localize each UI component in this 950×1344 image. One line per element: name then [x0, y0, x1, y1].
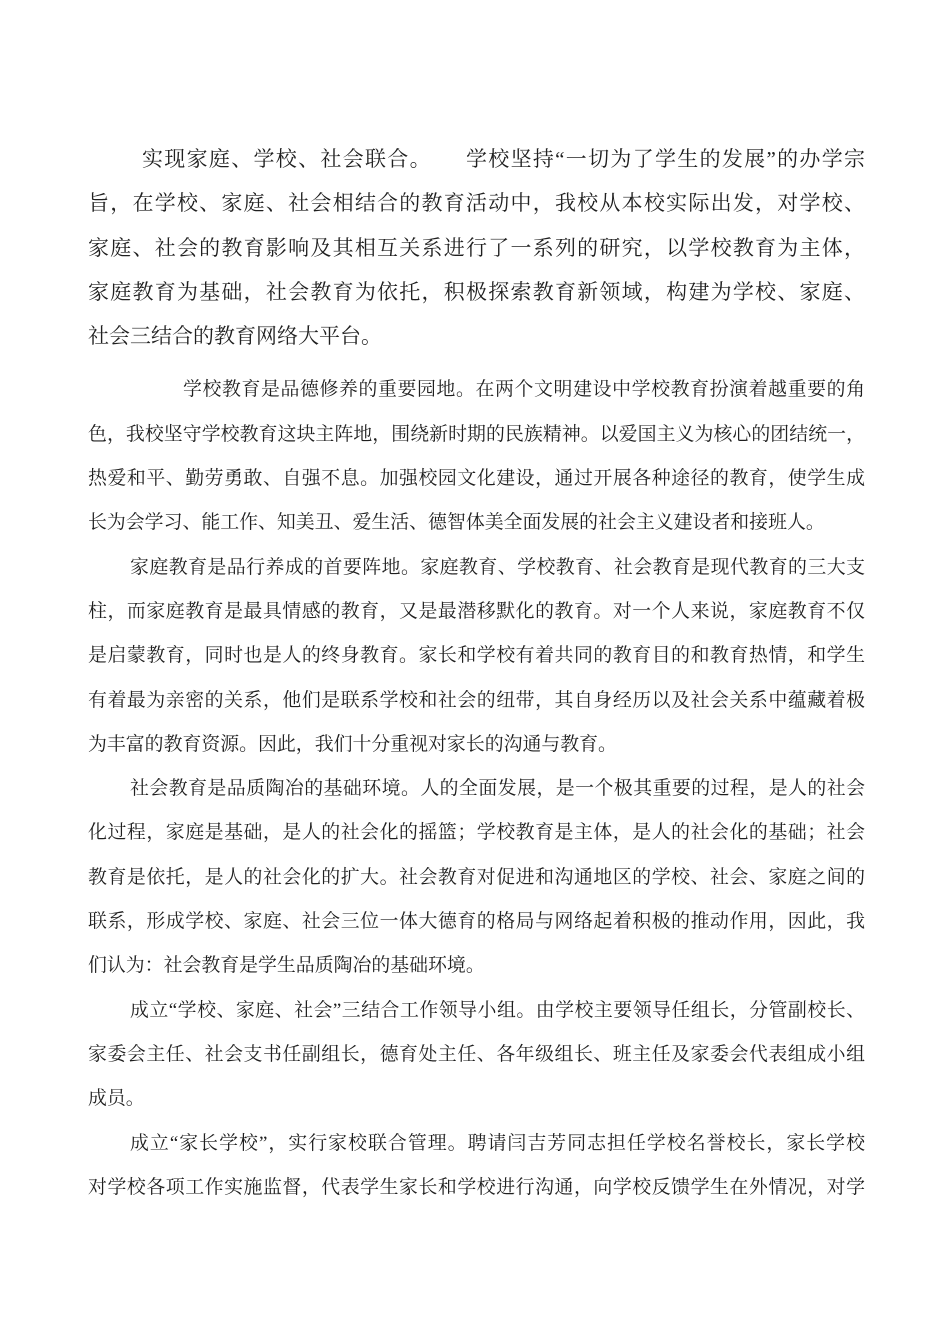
document-body	[88, 137, 865, 1210]
text-line: 实现家庭、学校、社会联合。 学校坚持“一切为了学生的发展”的办学宗	[142, 147, 865, 171]
paragraph	[88, 989, 865, 1122]
text-line: 学校教育是品德修养的重要园地。在两个文明建设中学校教育扮演着越重要的角	[183, 379, 865, 401]
paragraph	[88, 368, 865, 545]
text-line: 热爱和平、勤劳勇敢、自强不息。加强校园文化建设，通过开展各种途径的教育，使学生成	[88, 468, 865, 490]
paragraph	[88, 1122, 865, 1211]
text-line: 是启蒙教育，同时也是人的终身教育。家长和学校有着共同的教育目的和教育热情，和学生	[88, 645, 865, 667]
text-line: 家委会主任、社会支书任副组长，德育处主任、各年级组长、班主任及家委会代表组成小组	[88, 1043, 865, 1065]
text-line: 教育是依托，是人的社会化的扩大。社会教育对促进和沟通地区的学校、社会、家庭之间的	[88, 866, 865, 888]
paragraph	[88, 137, 865, 358]
text-line: 成立“家长学校”，实行家校联合管理。聘请闫吉芳同志担任学校名誉校长，家长学校	[130, 1132, 865, 1154]
text-line: 家庭、社会的教育影响及其相互关系进行了一系列的研究，以学校教育为主体，	[88, 235, 865, 260]
text-line: 家庭教育为基础，社会教育为依托，积极探索教育新领域，构建为学校、家庭、	[88, 279, 865, 304]
text-line: 旨，在学校、家庭、社会相结合的教育活动中，我校从本校实际出发，对学校、	[88, 191, 865, 216]
text-line: 有着最为亲密的关系，他们是联系学校和社会的纽带，其自身经历以及社会关系中蕴藏着极	[88, 689, 865, 711]
text-line: 联系，形成学校、家庭、社会三位一体大德育的格局与网络起着积极的推动作用，因此，我	[88, 911, 865, 933]
paragraph	[88, 546, 865, 767]
text-line: 社会三结合的教育网络大平台。	[88, 324, 382, 349]
text-line: 家庭教育是品行养成的首要阵地。家庭教育、学校教育、社会教育是现代教育的三大支	[130, 556, 865, 578]
text-line: 长为会学习、能工作、知美丑、爱生活、德智体美全面发展的社会主义建设者和接班人。	[88, 512, 825, 534]
text-line: 化过程，家庭是基础，是人的社会化的摇篮；学校教育是主体，是人的社会化的基础；社会	[88, 822, 865, 844]
text-line: 成立“学校、家庭、社会”三结合工作领导小组。由学校主要领导任组长，分管副校长、	[130, 999, 865, 1021]
text-line: 柱，而家庭教育是最具情感的教育，又是最潜移默化的教育。对一个人来说，家庭教育不仅	[88, 600, 865, 622]
text-line: 为丰富的教育资源。因此，我们十分重视对家长的沟通与教育。	[88, 733, 617, 755]
text-line: 对学校各项工作实施监督，代表学生家长和学校进行沟通，向学校反馈学生在外情况，对学	[88, 1176, 865, 1198]
text-line: 成员。	[88, 1088, 145, 1110]
text-line: 们认为：社会教育是学生品质陶冶的基础环境。	[88, 955, 485, 977]
text-line: 色，我校坚守学校教育这块主阵地，围绕新时期的民族精神。以爱国主义为核心的团结统一，	[88, 423, 865, 445]
text-line: 社会教育是品质陶冶的基础环境。人的全面发展，是一个极其重要的过程，是人的社会	[130, 778, 865, 800]
paragraph	[88, 767, 865, 988]
